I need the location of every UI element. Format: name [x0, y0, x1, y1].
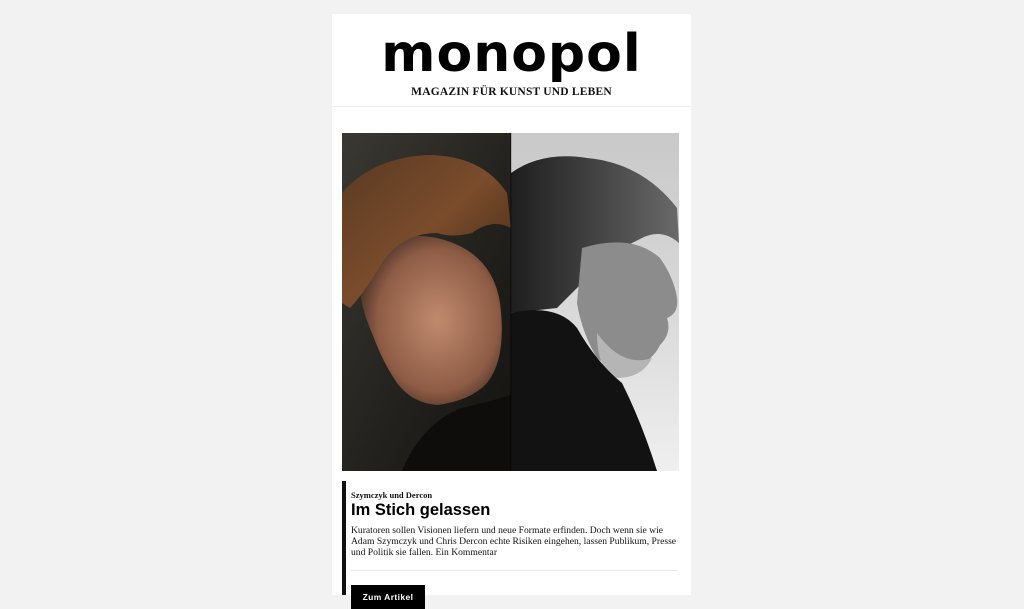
masthead — [332, 14, 691, 107]
article-headline[interactable]: Im Stich gelassen — [351, 501, 491, 519]
newsletter-card — [332, 14, 691, 602]
article-kicker: Szymczyk und Dercon — [351, 490, 433, 500]
hero-image[interactable] — [342, 133, 679, 471]
accent-bar — [342, 481, 346, 595]
divider — [351, 570, 677, 571]
article-summary: Kuratoren sollen Visionen liefern und neue Formate erfinden. Doch wenn sie wie Adam Szymczyk und Chris Dercon echte Risiken eingehen, lassen Publikum, Presse und Politik sie fallen. Ein Kommentar — [351, 525, 677, 558]
monopol-logo[interactable]: monopol — [381, 24, 642, 84]
masthead-tagline: MAGAZIN FÜR KUNST UND LEBEN — [411, 86, 612, 98]
split-portrait-photo — [342, 133, 679, 471]
article-teaser — [342, 481, 679, 602]
read-article-button[interactable]: Zum Artikel — [351, 585, 425, 609]
